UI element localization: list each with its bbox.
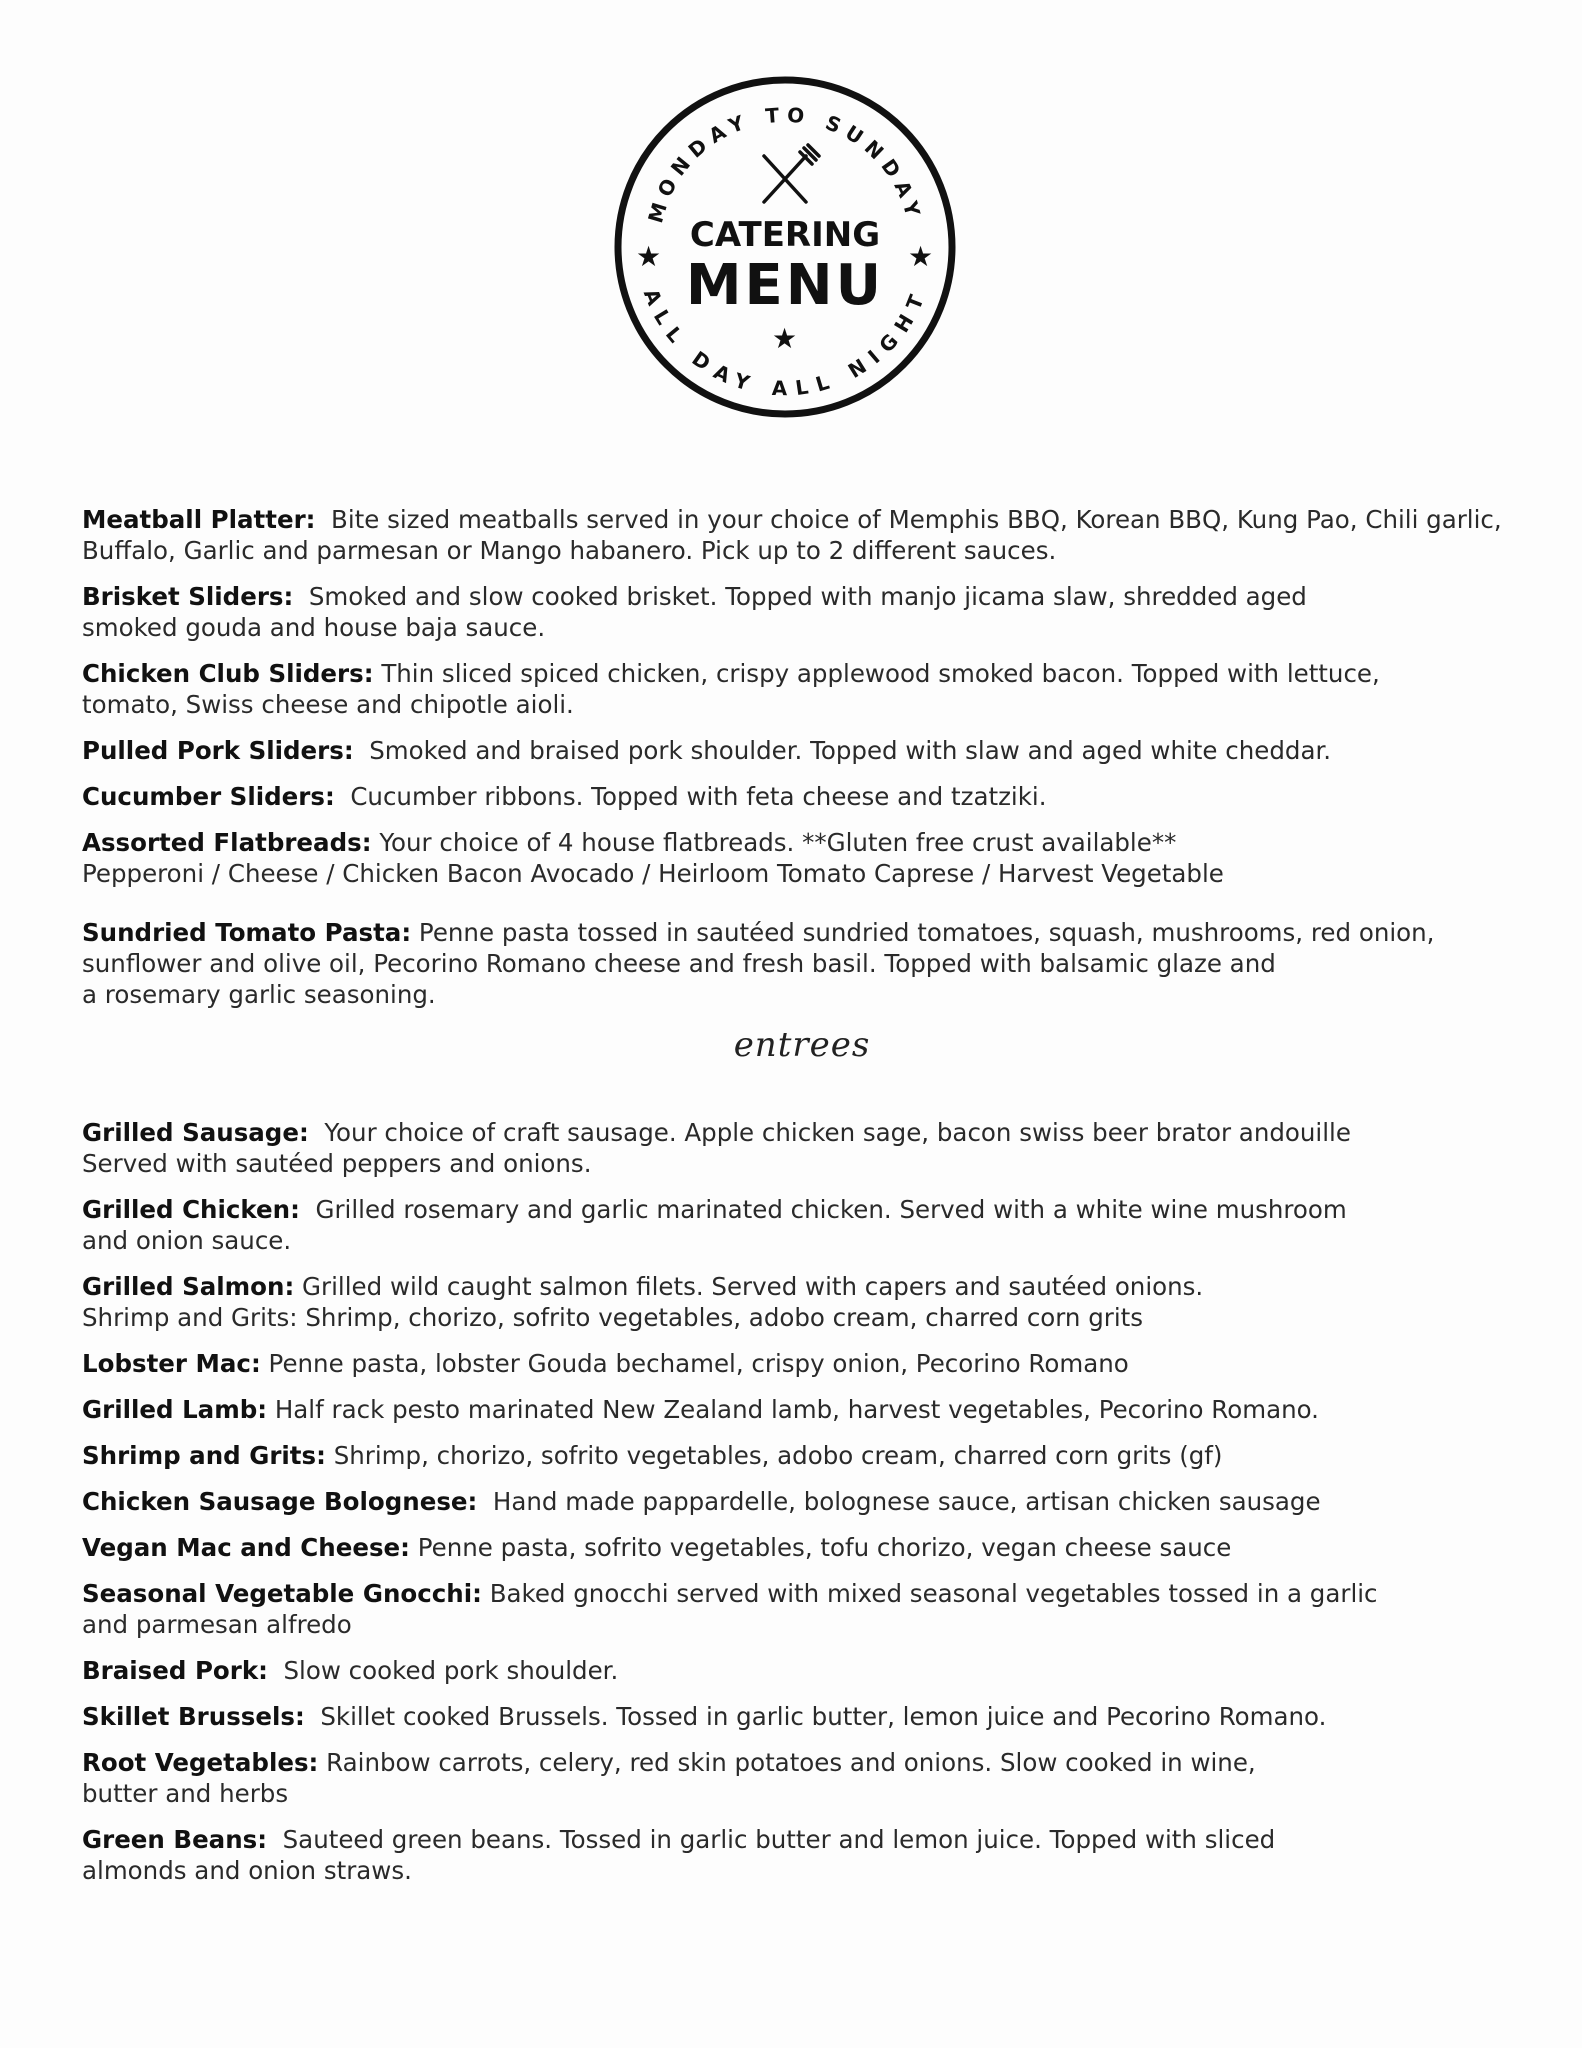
menu-item-line [82,1271,1522,1302]
menu-item-desc: Half rack pesto marinated New Zealand lamb, harvest vegetables, Pecorino Romano. [274,1395,1319,1424]
menu-item-line [82,781,1522,812]
menu-item-line [82,1655,1522,1686]
menu-item-line [82,1194,1522,1225]
menu-item-assorted-flatbreads [82,827,1522,889]
menu-item-desc: Sauteed green beans. Tossed in garlic butter and lemon juice. Topped with sliced [282,1825,1276,1854]
menu-item-line [82,1701,1522,1732]
menu-item-braised-pork [82,1655,1522,1686]
menu-item-line [82,917,1522,948]
menu-item-desc: a rosemary garlic seasoning. [82,980,436,1009]
catering-menu-logo [612,74,958,420]
menu-item-line [82,1440,1522,1471]
menu-content [82,504,1522,1901]
menu-item-name: Grilled Salmon: [82,1272,295,1301]
menu-item-cucumber-sliders [82,781,1522,812]
fork-knife-icon [764,145,819,202]
menu-item-desc: Smoked and slow cooked brisket. Topped with manjo jicama slaw, shredded aged [308,582,1307,611]
menu-item-grilled-salmon [82,1271,1522,1333]
menu-item-grilled-lamb [82,1394,1522,1425]
menu-item-desc: Rainbow carrots, celery, red skin potatoes and onions. Slow cooked in wine, [326,1748,1256,1777]
menu-item-desc: Penne pasta, lobster Gouda bechamel, crispy onion, Pecorino Romano [268,1349,1129,1378]
menu-item-desc: Pepperoni / Cheese / Chicken Bacon Avocado / Heirloom Tomato Caprese / Harvest Vegetable [82,859,1224,888]
menu-item-meatball-platter [82,504,1522,566]
logo-title-catering: CATERING [689,215,881,255]
menu-item-name: Skillet Brussels: [82,1702,305,1731]
menu-item-name: Green Beans: [82,1825,268,1854]
logo-title-menu: MENU [685,253,885,318]
menu-item-name: Brisket Sliders: [82,582,294,611]
menu-item-desc: Shrimp and Grits: Shrimp, chorizo, sofrito vegetables, adobo cream, charred corn grits [82,1303,1144,1332]
entrees-heading: entrees [733,1025,871,1065]
menu-item-skillet-brussels [82,1701,1522,1732]
menu-item-grilled-chicken [82,1194,1522,1256]
menu-item-line [82,1117,1522,1148]
menu-item-desc: sunflower and olive oil, Pecorino Romano cheese and fresh basil. Topped with balsamic glaze and [82,949,1276,978]
menu-item-desc: and parmesan alfredo [82,1610,352,1639]
menu-item-desc: Served with sautéed peppers and onions. [82,1149,592,1178]
star-icon-left: ★ [636,240,662,273]
menu-item-line [82,1394,1522,1425]
menu-item-desc: Penne pasta tossed in sautéed sundried tomatoes, squash, mushrooms, red onion, [418,918,1435,947]
menu-item-desc: Thin sliced spiced chicken, crispy applewood smoked bacon. Topped with lettuce, [381,659,1380,688]
menu-item-line [82,1824,1522,1855]
menu-item-desc: Your choice of 4 house flatbreads. **Gluten free crust available** [379,828,1177,857]
logo-ring-bottom-text: ALL DAY ALL NIGHT [638,285,932,401]
menu-item-line [82,1578,1522,1609]
menu-item-name: Pulled Pork Sliders: [82,736,354,765]
menu-item-root-vegetables [82,1747,1522,1809]
menu-item-name: Grilled Chicken: [82,1195,300,1224]
menu-item-name: Chicken Club Sliders: [82,659,374,688]
menu-item-brisket-sliders [82,581,1522,643]
menu-item-desc: Baked gnocchi served with mixed seasonal vegetables tossed in a garlic [489,1579,1378,1608]
menu-item-line [82,581,1522,612]
menu-item-name: Shrimp and Grits: [82,1441,326,1470]
menu-item-line [82,827,1522,858]
menu-item-name: Vegan Mac and Cheese: [82,1533,410,1562]
starters-list [82,504,1522,1010]
menu-item-name: Seasonal Vegetable Gnocchi: [82,1579,482,1608]
star-icon-bottom: ★ [772,322,798,355]
menu-item-line [82,1486,1522,1517]
menu-item-desc: Buffalo, Garlic and parmesan or Mango habanero. Pick up to 2 different sauces. [82,536,1057,565]
menu-item-desc: Hand made pappardelle, bolognese sauce, artisan chicken sausage [492,1487,1321,1516]
menu-item-line [82,1747,1522,1778]
menu-item-name: Braised Pork: [82,1656,268,1685]
menu-item-name: Lobster Mac: [82,1349,261,1378]
menu-item-name: Meatball Platter: [82,505,316,534]
menu-item-desc: Cucumber ribbons. Topped with feta cheese and tzatziki. [350,782,1047,811]
menu-item-desc: Skillet cooked Brussels. Tossed in garlic butter, lemon juice and Pecorino Romano. [320,1702,1327,1731]
menu-item-desc: Shrimp, chorizo, sofrito vegetables, adobo cream, charred corn grits (gf) [333,1441,1223,1470]
menu-item-line [82,1532,1522,1563]
menu-item-name: Chicken Sausage Bolognese: [82,1487,478,1516]
menu-item-green-beans [82,1824,1522,1886]
menu-item-line [82,504,1522,535]
menu-item-desc: smoked gouda and house baja sauce. [82,613,546,642]
menu-item-line [82,1348,1522,1379]
menu-item-chicken-sausage-bolognese [82,1486,1522,1517]
menu-item-line [82,658,1522,689]
menu-item-desc: tomato, Swiss cheese and chipotle aioli. [82,690,574,719]
menu-item-vegan-mac-and-cheese [82,1532,1522,1563]
star-icon-right: ★ [908,240,934,273]
menu-item-desc: Penne pasta, sofrito vegetables, tofu chorizo, vegan cheese sauce [417,1533,1232,1562]
logo-ring-top-text: MONDAY TO SUNDAY [643,102,927,226]
menu-item-line [82,735,1522,766]
menu-item-desc: Grilled wild caught salmon filets. Served with capers and sautéed onions. [302,1272,1204,1301]
menu-item-desc: and onion sauce. [82,1226,292,1255]
menu-item-pulled-pork-sliders [82,735,1522,766]
menu-item-name: Root Vegetables: [82,1748,319,1777]
menu-item-name: Assorted Flatbreads: [82,828,372,857]
menu-item-desc: butter and herbs [82,1779,289,1808]
menu-item-name: Grilled Sausage: [82,1118,309,1147]
menu-item-shrimp-and-grits [82,1440,1522,1471]
menu-item-chicken-club-sliders [82,658,1522,720]
menu-item-name: Cucumber Sliders: [82,782,335,811]
menu-item-lobster-mac [82,1348,1522,1379]
menu-item-seasonal-vegetable-gnocchi [82,1578,1522,1640]
menu-item-name: Grilled Lamb: [82,1395,268,1424]
menu-item-grilled-sausage [82,1117,1522,1179]
entrees-list [82,1117,1522,1886]
menu-item-desc: Slow cooked pork shoulder. [283,1656,619,1685]
menu-item-desc: Your choice of craft sausage. Apple chicken sage, bacon swiss beer brator andouille [324,1118,1351,1147]
menu-item-desc: Smoked and braised pork shoulder. Topped with slaw and aged white cheddar. [369,736,1332,765]
menu-item-name: Sundried Tomato Pasta: [82,918,412,947]
menu-item-desc: almonds and onion straws. [82,1856,412,1885]
menu-item-sundried-tomato-pasta [82,917,1522,1010]
menu-item-desc: Bite sized meatballs served in your choice of Memphis BBQ, Korean BBQ, Kung Pao, Chili garlic, [331,505,1502,534]
menu-item-desc: Grilled rosemary and garlic marinated chicken. Served with a white wine mushroom [315,1195,1347,1224]
